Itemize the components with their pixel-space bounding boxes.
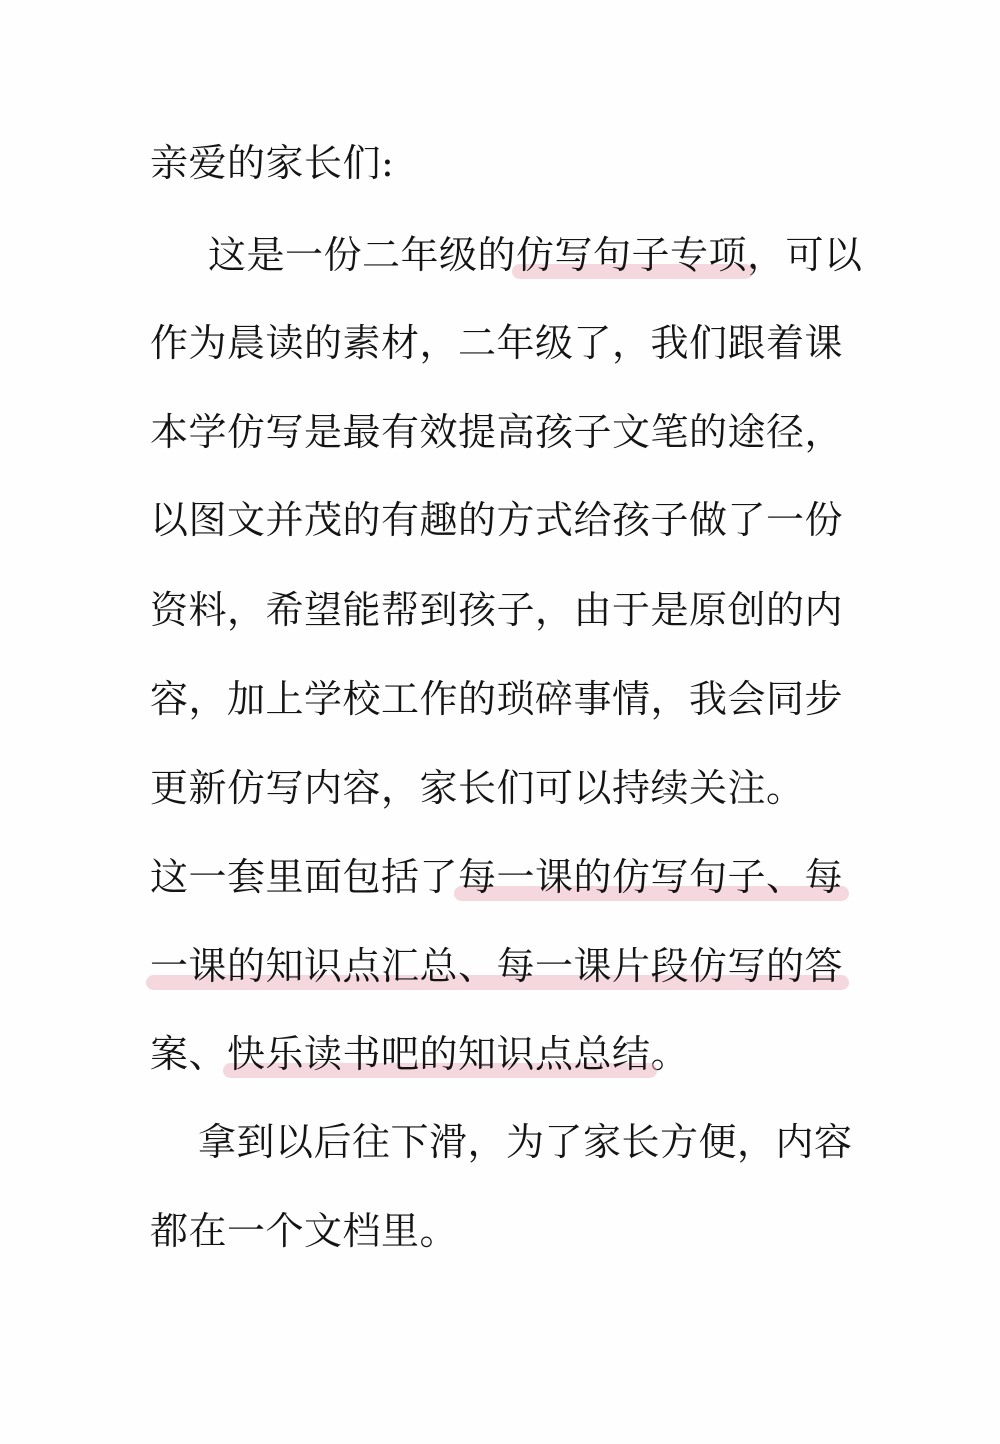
greeting-line — [150, 133, 394, 193]
paragraph-1-line-1 — [208, 225, 863, 285]
paragraph-1-line-5 — [150, 580, 843, 640]
greeting-text: 亲爱的家长们: — [150, 141, 395, 185]
paragraph-2-line-2 — [150, 936, 843, 996]
highlighted-text: 每一课的仿写句子、每 — [458, 855, 844, 899]
text-run: 。 — [650, 1032, 690, 1076]
text-run: 本学仿写是最有效提高孩子文笔的途径， — [150, 410, 844, 454]
highlighted-text: 仿写句子专项 — [516, 233, 748, 277]
paragraph-1-line-7 — [150, 758, 805, 818]
text-run: 这一套里面包括了 — [150, 855, 459, 899]
paragraph-1-line-6 — [150, 669, 843, 729]
paragraph-1-line-4 — [150, 490, 843, 550]
text-run: 更新仿写内容，家长们可以持续关注。 — [150, 766, 805, 810]
paragraph-2-line-1 — [150, 847, 843, 907]
paragraph-1-line-3 — [150, 402, 843, 462]
text-run: 资料，希望能帮到孩子，由于是原创的内 — [150, 588, 844, 632]
text-run: 这是一份二年级的 — [208, 233, 517, 277]
text-run: 容，加上学校工作的琐碎事情，我会同步 — [150, 677, 844, 721]
paragraph-1-line-2 — [150, 313, 843, 373]
text-run: ，可以 — [747, 233, 863, 277]
text-run: 以图文并茂的有趣的方式给孩子做了一份 — [150, 498, 844, 542]
paragraph-3-line-2 — [150, 1201, 458, 1261]
highlighted-text: 一课的知识点汇总、每一课片段仿写的答 — [150, 944, 844, 988]
text-run: 都在一个文档里。 — [150, 1209, 459, 1253]
paragraph-2-line-3 — [150, 1024, 689, 1084]
highlighted-text: 快乐读书吧的知识点总结 — [227, 1032, 651, 1076]
text-run: 拿到以后往下滑，为了家长方便，内容 — [198, 1120, 853, 1164]
text-run: 案、 — [150, 1032, 228, 1076]
text-run: 作为晨读的素材，二年级了，我们跟着课 — [150, 321, 844, 365]
paragraph-3-line-1 — [198, 1112, 853, 1172]
